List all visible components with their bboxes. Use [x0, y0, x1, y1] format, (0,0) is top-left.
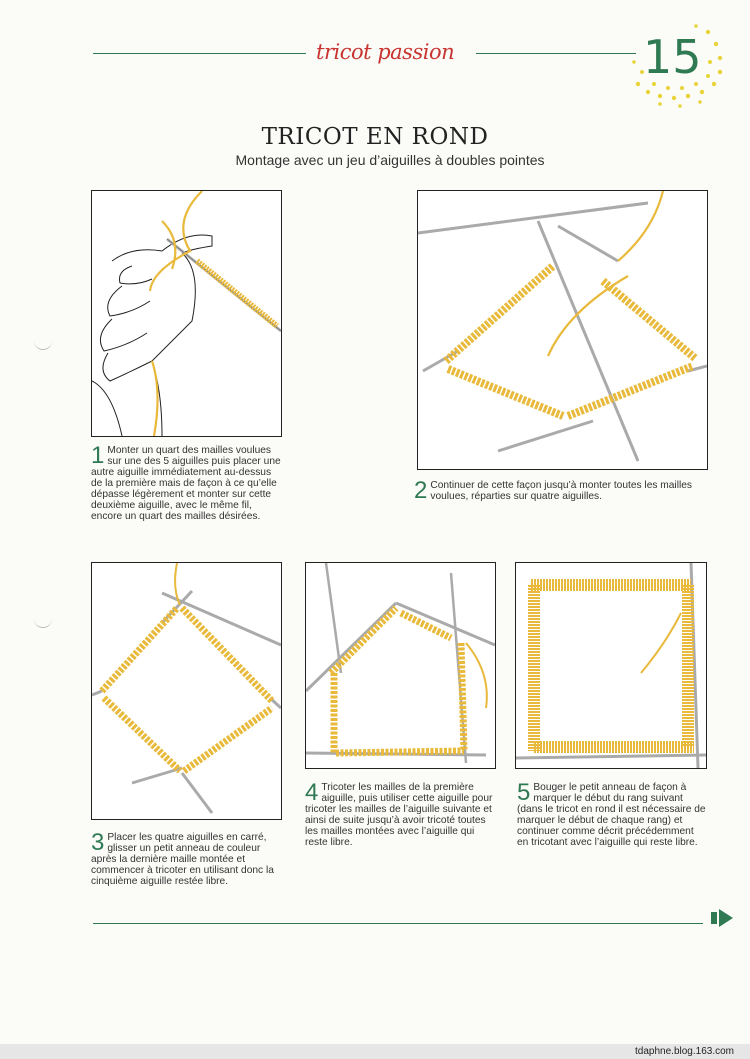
page-number: 15 [643, 30, 702, 84]
header-rule-right [476, 53, 636, 54]
step-4-number: 4 [305, 779, 319, 806]
step-5-number: 5 [517, 779, 531, 806]
figure-3-illustration [92, 563, 281, 819]
step-4 [305, 779, 495, 848]
page-title: TRICOT EN ROND [261, 124, 489, 150]
step-5 [517, 779, 707, 848]
step-2 [414, 477, 709, 504]
step-3 [91, 829, 281, 887]
figure-5 [515, 562, 707, 769]
watermark: tdaphne.blog.163.com [0, 1044, 750, 1059]
step-5-text: Bouger le petit anneau de façon à marquer le début du rang suivant (dans le tricot en rond il est nécessaire de marquer le début de chaque rang) et continuer comme décrit précédemment en tricotant avec l’aiguille qui reste libre. [517, 782, 706, 848]
brand-logo: tricot passion [316, 40, 455, 64]
step-3-number: 3 [91, 829, 105, 856]
figure-3 [91, 562, 282, 820]
figure-5-illustration [516, 563, 706, 768]
page-subtitle: Montage avec un jeu d’aiguilles à doubles pointes [235, 152, 545, 168]
figure-1 [91, 190, 282, 437]
header-rule-left [93, 53, 306, 54]
step-1-text: Monter un quart des mailles voulues sur une des 5 aiguilles puis placer une autre aiguille immédiatement au-dessus de la première mais de façon à ce qu’elle dépasse légèrement et monter sur cette deuxième aiguille, avec le même fil, encore un quart des mailles désirées. [91, 445, 281, 522]
binder-hole-top [34, 340, 52, 350]
step-3-text: Placer les quatre aiguilles en carré, glisser un petit anneau de couleur après la dernière maille montée et commencer à tricoter en utilisant donc la cinquième aiguille restée libre. [91, 832, 274, 887]
figure-4-illustration [306, 563, 495, 768]
figure-2 [417, 190, 708, 470]
figure-2-illustration [418, 191, 707, 469]
step-2-number: 2 [414, 477, 428, 504]
next-page-arrow-icon[interactable] [711, 909, 733, 927]
step-1 [91, 442, 281, 522]
step-1-number: 1 [91, 442, 105, 469]
binder-hole-bottom [34, 618, 52, 628]
step-4-text: Tricoter les mailles de la première aiguille, puis utiliser cette aiguille pour tricoter les mailles de l’aiguille suivante et ainsi de suite jusqu’à avoir tricoté toutes les mailles montées avec l’aiguille qui reste libre. [305, 782, 493, 848]
step-2-text: Continuer de cette façon jusqu’à monter toutes les mailles voulues, réparties sur quatre aiguilles. [430, 480, 692, 502]
footer-rule [93, 923, 703, 924]
figure-4 [305, 562, 496, 769]
figure-1-illustration [92, 191, 281, 436]
